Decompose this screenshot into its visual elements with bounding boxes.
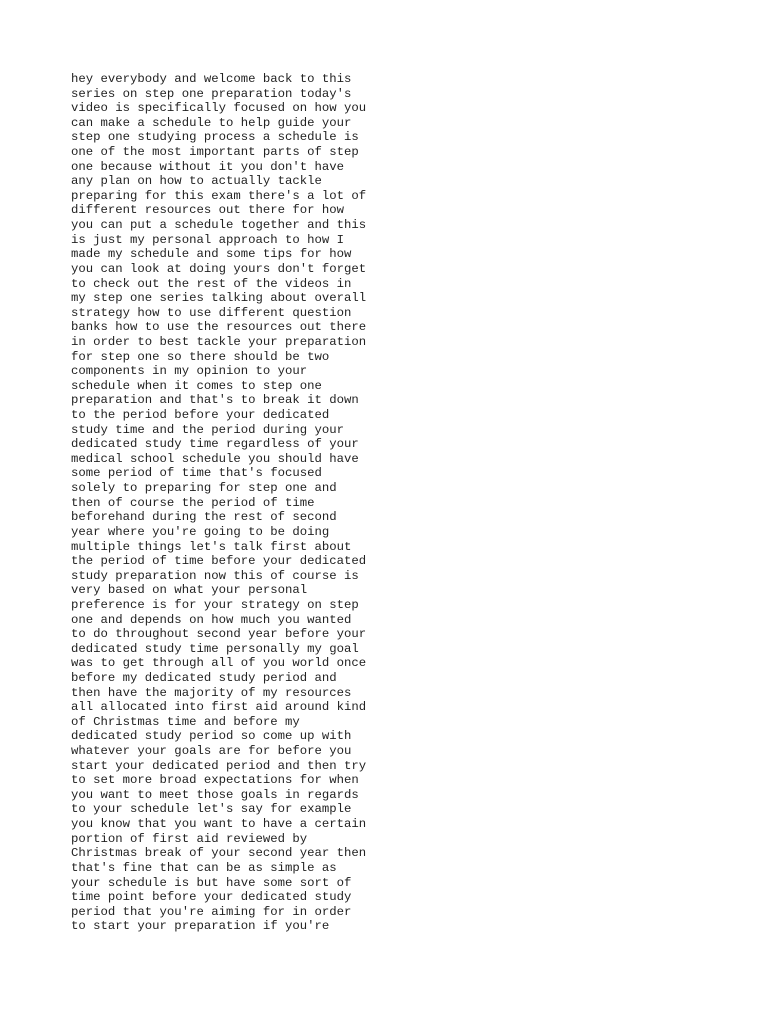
transcript-line: you want to meet those goals in regards	[71, 787, 359, 802]
transcript-line: dedicated study time regardless of your	[71, 437, 359, 452]
transcript-line: preparation and that's to break it down	[71, 393, 359, 408]
transcript-line: any plan on how to actually tackle	[71, 174, 322, 189]
transcript-line: before my dedicated study period and	[71, 670, 337, 685]
transcript-line: in order to best tackle your preparation	[71, 334, 367, 349]
transcript-line: is just my personal approach to how I	[71, 232, 345, 247]
transcript-line: then of course the period of time	[71, 495, 315, 510]
transcript-line: you can look at doing yours don't forget	[71, 261, 367, 276]
transcript-line: all allocated into first aid around kind	[71, 700, 367, 715]
transcript-line: some period of time that's focused	[71, 466, 322, 481]
transcript-line: one and depends on how much you wanted	[71, 612, 352, 627]
transcript-line: series on step one preparation today's	[71, 86, 352, 101]
transcript-line: dedicated study period so come up with	[71, 729, 352, 744]
transcript-line: can make a schedule to help guide your	[71, 115, 352, 130]
transcript-line: portion of first aid reviewed by	[71, 831, 308, 846]
transcript-line: study preparation now this of course is	[71, 568, 359, 583]
transcript-line: solely to preparing for step one and	[71, 481, 337, 496]
transcript-line: of Christmas time and before my	[71, 714, 300, 729]
transcript-line: made my schedule and some tips for how	[71, 247, 352, 262]
transcript-line: Christmas break of your second year then	[71, 846, 367, 861]
transcript-line: one because without it you don't have	[71, 159, 345, 174]
transcript-line: very based on what your personal	[71, 583, 308, 598]
transcript-line: components in my opinion to your	[71, 364, 308, 379]
transcript-line: to check out the rest of the videos in	[71, 276, 352, 291]
transcript-line: to start your preparation if you're	[71, 919, 330, 934]
transcript-line: study time and the period during your	[71, 422, 345, 437]
transcript-text-block	[71, 72, 366, 934]
transcript-line: for step one so there should be two	[71, 349, 330, 364]
transcript-line: hey everybody and welcome back to this	[71, 72, 352, 86]
transcript-line: banks how to use the resources out there	[71, 320, 367, 335]
transcript-line: preparing for this exam there's a lot of	[71, 188, 367, 203]
transcript-line: step one studying process a schedule is	[71, 130, 359, 145]
transcript-line: schedule when it comes to step one	[71, 378, 322, 393]
transcript-line: beforehand during the rest of second	[71, 510, 337, 525]
transcript-line: to your schedule let's say for example	[71, 802, 352, 817]
transcript-line: you know that you want to have a certain	[71, 817, 367, 832]
transcript-line: was to get through all of you world once	[71, 656, 367, 671]
transcript-line: then have the majority of my resources	[71, 685, 352, 700]
transcript-line: video is specifically focused on how you	[71, 101, 367, 116]
transcript-line: medical school schedule you should have	[71, 451, 359, 466]
transcript-line: year where you're going to be doing	[71, 524, 330, 539]
transcript-line: your schedule is but have some sort of	[71, 875, 352, 890]
transcript-line: that's fine that can be as simple as	[71, 860, 337, 875]
transcript-line: to the period before your dedicated	[71, 408, 330, 423]
transcript-line: different resources out there for how	[71, 203, 345, 218]
transcript-line: whatever your goals are for before you	[71, 744, 352, 759]
transcript-line: you can put a schedule together and this	[71, 218, 367, 233]
transcript-line: time point before your dedicated study	[71, 890, 352, 905]
transcript-line: strategy how to use different question	[71, 305, 352, 320]
transcript-line: preference is for your strategy on step	[71, 597, 359, 612]
transcript-line: to set more broad expectations for when	[71, 773, 359, 788]
transcript-line: my step one series talking about overall	[71, 291, 367, 306]
transcript-line: one of the most important parts of step	[71, 145, 359, 160]
transcript-line: to do throughout second year before your	[71, 627, 367, 642]
transcript-line: start your dedicated period and then try	[71, 758, 367, 773]
transcript-line: period that you're aiming for in order	[71, 904, 352, 919]
transcript-line: multiple things let's talk first about	[71, 539, 352, 554]
transcript-line: the period of time before your dedicated	[71, 554, 367, 569]
transcript-line: dedicated study time personally my goal	[71, 641, 359, 656]
